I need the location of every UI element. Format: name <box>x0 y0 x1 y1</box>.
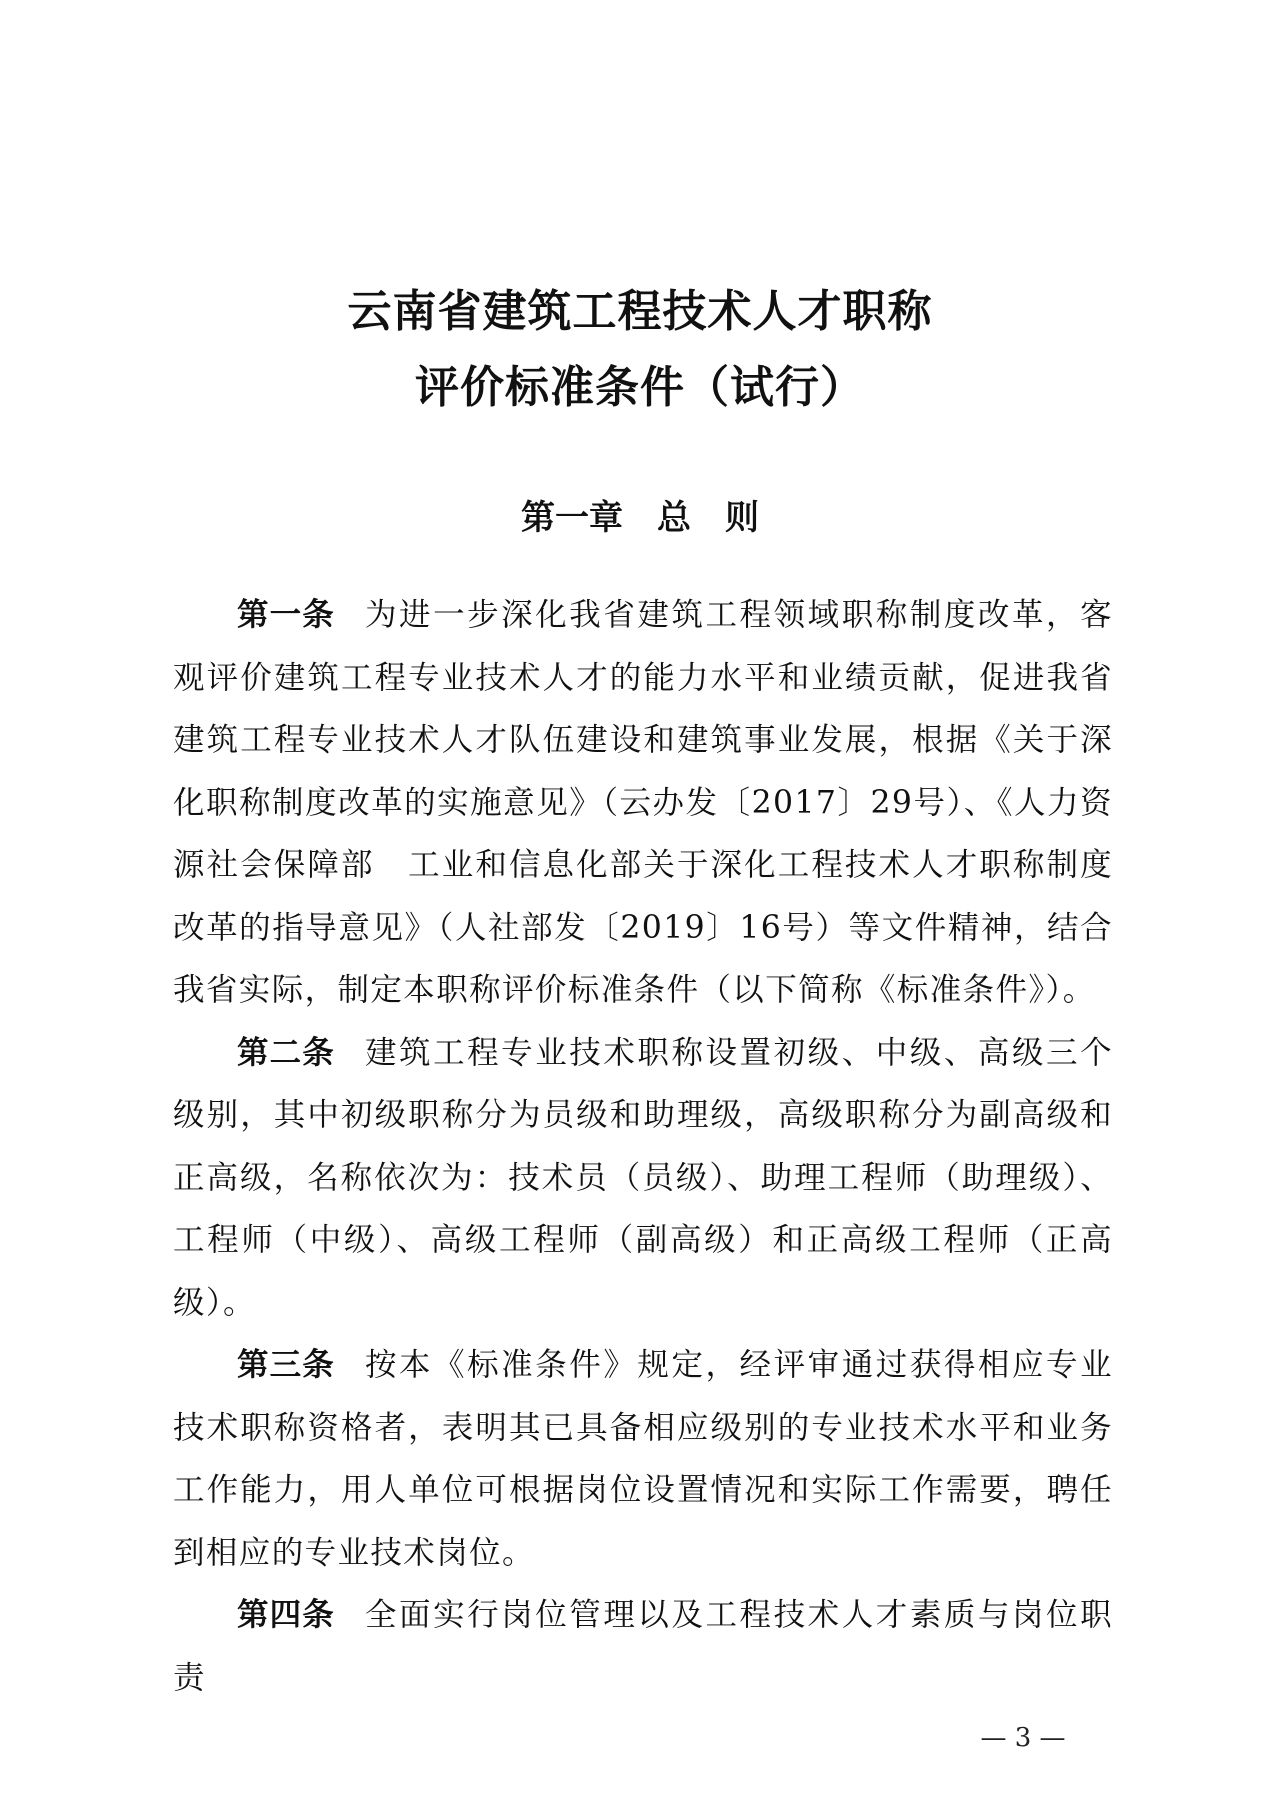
chapter-heading <box>0 496 1280 540</box>
article-4 <box>173 1584 1113 1709</box>
document-title-line-2: 评价标准条件（试行） <box>415 362 865 413</box>
article-number: 第一条 <box>237 596 335 633</box>
page-number: — 3 — <box>980 1723 1066 1753</box>
article-text: 为进一步深化我省建筑工程领域职称制度改革，客观评价建筑工程专业技术人才的能力水平和业绩贡献，促进我省建筑工程专业技术人才队伍建设和建筑事业发展，根据《关于深化职称制度改革的实施意见》（云办发〔2017〕29号）、《人力资源社会保障部 工业和信息化部关于深化工程技术人才职称制度改革的指导意见》（人社部发〔2019〕16号）等文件精神，结合我省实际，制定本职称评价标准条件（以下简称《标准条件》）。 <box>173 597 1113 1008</box>
article-text: 按本《标准条件》规定，经评审通过获得相应专业技术职称资格者，表明其已具备相应级别的专业技术水平和业务工作能力，用人单位可根据岗位设置情况和实际工作需要，聘任到相应的专业技术岗位。 <box>173 1347 1113 1571</box>
article-number: 第四条 <box>237 1596 335 1633</box>
article-number: 第二条 <box>237 1033 335 1071</box>
article-3 <box>173 1334 1113 1584</box>
article-1 <box>173 584 1113 1022</box>
article-2 <box>173 1022 1113 1335</box>
chapter-name: 总 则 <box>657 498 759 538</box>
chapter-number: 第一章 <box>521 498 623 538</box>
document-body <box>173 584 1113 1709</box>
article-text: 全面实行岗位管理以及工程技术人才素质与岗位职责 <box>173 1597 1113 1696</box>
document-title-line-1: 云南省建筑工程技术人才职称 <box>347 286 933 337</box>
article-text: 建筑工程专业技术职称设置初级、中级、高级三个级别，其中初级职称分为员级和助理级，高级职称分为副高级和正高级，名称依次为：技术员（员级）、助理工程师（助理级）、工程师（中级）、高级工程师（副高级）和正高级工程师（正高级）。 <box>173 1034 1113 1321</box>
article-number: 第三条 <box>237 1346 335 1383</box>
